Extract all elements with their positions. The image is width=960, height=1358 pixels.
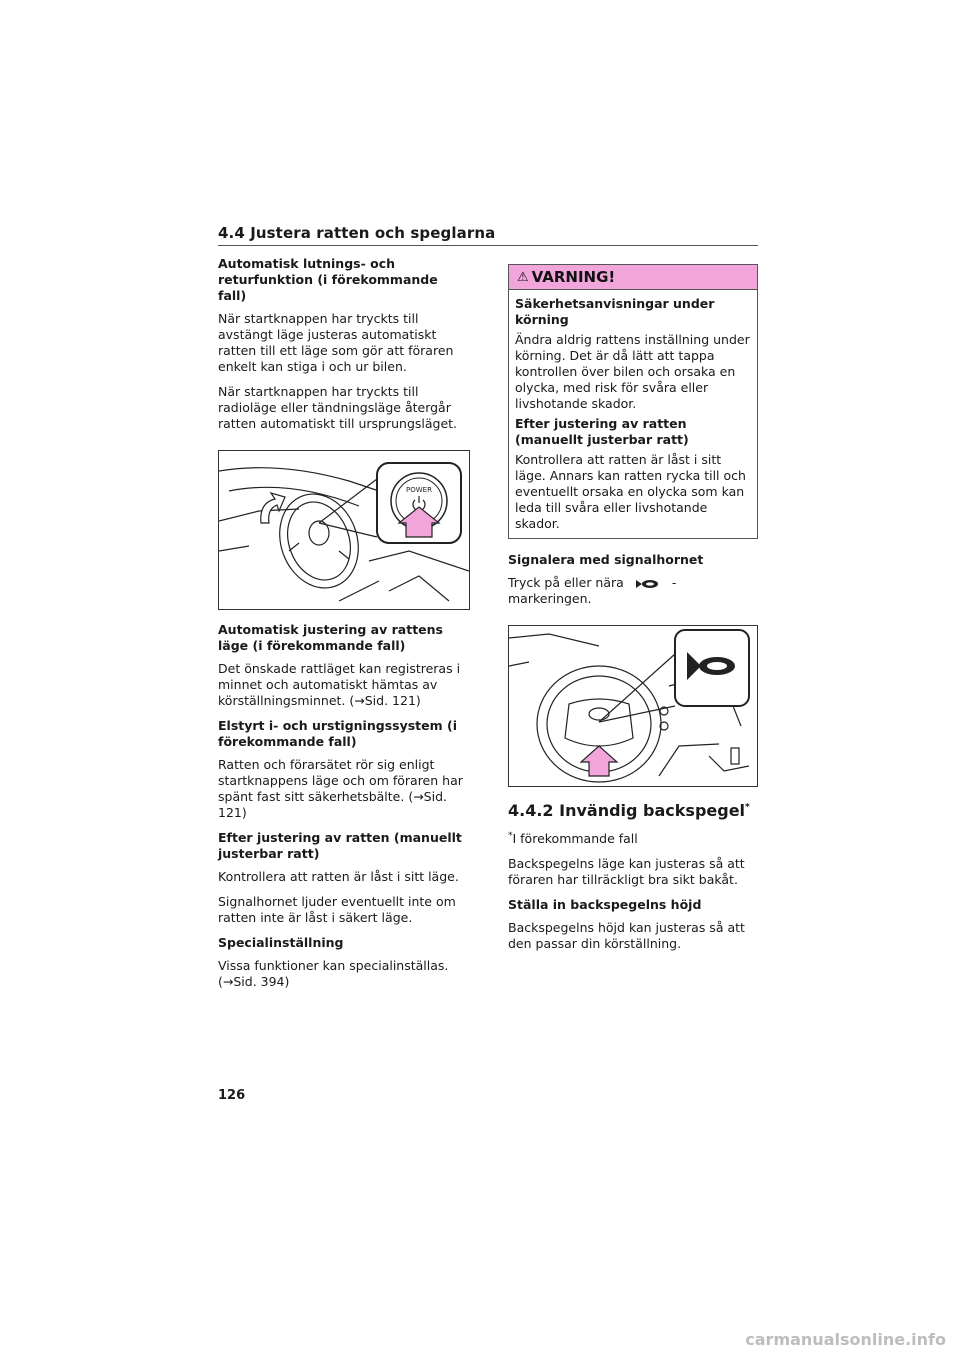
section-title <box>508 801 758 820</box>
page-number: 126 <box>218 1088 246 1103</box>
footnote <box>508 828 758 847</box>
header-rule <box>218 245 758 246</box>
heading-after-adjust: Efter justering av ratten (manuellt justerbar ratt) <box>218 830 462 861</box>
horn-illustration <box>509 626 757 786</box>
warning-body <box>509 290 757 538</box>
section-title-text: 4.4.2 Invändig backspegel <box>508 801 746 820</box>
horn-instruction <box>508 575 758 607</box>
paragraph: Ratten och förarsätet rör sig enligt startknappens läge och om föraren har spänt fast sitt säkerhetsbälte. (→Sid. 121) <box>218 757 463 820</box>
figure-horn <box>508 625 758 787</box>
heading-horn: Signalera med signalhornet <box>508 552 704 567</box>
section-title-mark: * <box>745 802 750 813</box>
left-column <box>218 256 470 999</box>
page-header <box>218 224 758 246</box>
paragraph: Backspegelns höjd kan justeras så att den passar din körställning. <box>508 920 745 952</box>
paragraph: Signalhornet ljuder eventuellt inte om ratten inte är låst i säkert läge. <box>218 894 456 925</box>
warning-box <box>508 264 758 539</box>
header-title: 4.4 Justera ratten och speglarna <box>218 224 496 242</box>
horn-instruction-pre: Tryck på eller nära <box>508 575 624 590</box>
footnote-text: I förekommande fall <box>512 831 638 847</box>
warning-heading: Säkerhetsanvisningar under körning <box>515 296 715 327</box>
heading-customization: Specialinställning <box>218 935 344 950</box>
footer-watermark: carmanualsonline.info <box>745 1330 946 1349</box>
warning-title: VARNING! <box>531 268 616 286</box>
warning-paragraph: Kontrollera att ratten är låst i sitt läge. Annars kan ratten rycka till och eventuellt orsaka en olycka som kan leda till svåra eller livshotande skador. <box>515 452 746 531</box>
footnote-mark: * <box>508 831 513 841</box>
warning-header <box>509 265 757 290</box>
heading-easy-access: Elstyrt i- och urstigningssystem (i förekommande fall) <box>218 718 457 749</box>
paragraph: Vissa funktioner kan specialinställas. (→Sid. 394) <box>218 958 449 989</box>
warning-heading: Efter justering av ratten (manuellt justerbar ratt) <box>515 416 689 447</box>
paragraph: När startknappen har tryckts till avstängt läge justeras automatiskt ratten till ett läge som gör att föraren enkelt kan stiga i och ur bilen. <box>218 311 454 374</box>
power-label: POWER <box>406 486 432 494</box>
steering-power-illustration <box>219 451 469 609</box>
figure-steering-power-button <box>218 450 470 610</box>
heading-auto-tilt: Automatisk lutnings- och returfunktion (i förekommande fall) <box>218 256 438 303</box>
heading-auto-position: Automatisk justering av rattens läge (i förekommande fall) <box>218 622 443 653</box>
press-arrow-icon <box>581 746 617 776</box>
paragraph: När startknappen har tryckts till radioläge eller tändningsläge återgår ratten automatiskt till ursprungsläget. <box>218 384 458 431</box>
horn-icon <box>634 578 660 590</box>
paragraph: Backspegelns läge kan justeras så att föraren har tillräckligt bra sikt bakåt. <box>508 856 745 888</box>
horn-instruction-post: -markeringen. <box>508 575 677 606</box>
heading-mirror-height: Ställa in backspegelns höjd <box>508 897 702 913</box>
paragraph: Kontrollera att ratten är låst i sitt läge. <box>218 869 459 884</box>
right-column <box>508 264 758 961</box>
paragraph: Det önskade rattläget kan registreras i minnet och automatiskt hämtas av körställningsminnet. (→Sid. 121) <box>218 661 461 708</box>
warning-paragraph: Ändra aldrig rattens inställning under körning. Det är då lätt att tappa kontrollen över bilen och orsaka en olycka, med risk för svåra eller livshotande skador. <box>515 332 750 411</box>
warning-triangle-icon: ⚠ <box>517 269 529 285</box>
